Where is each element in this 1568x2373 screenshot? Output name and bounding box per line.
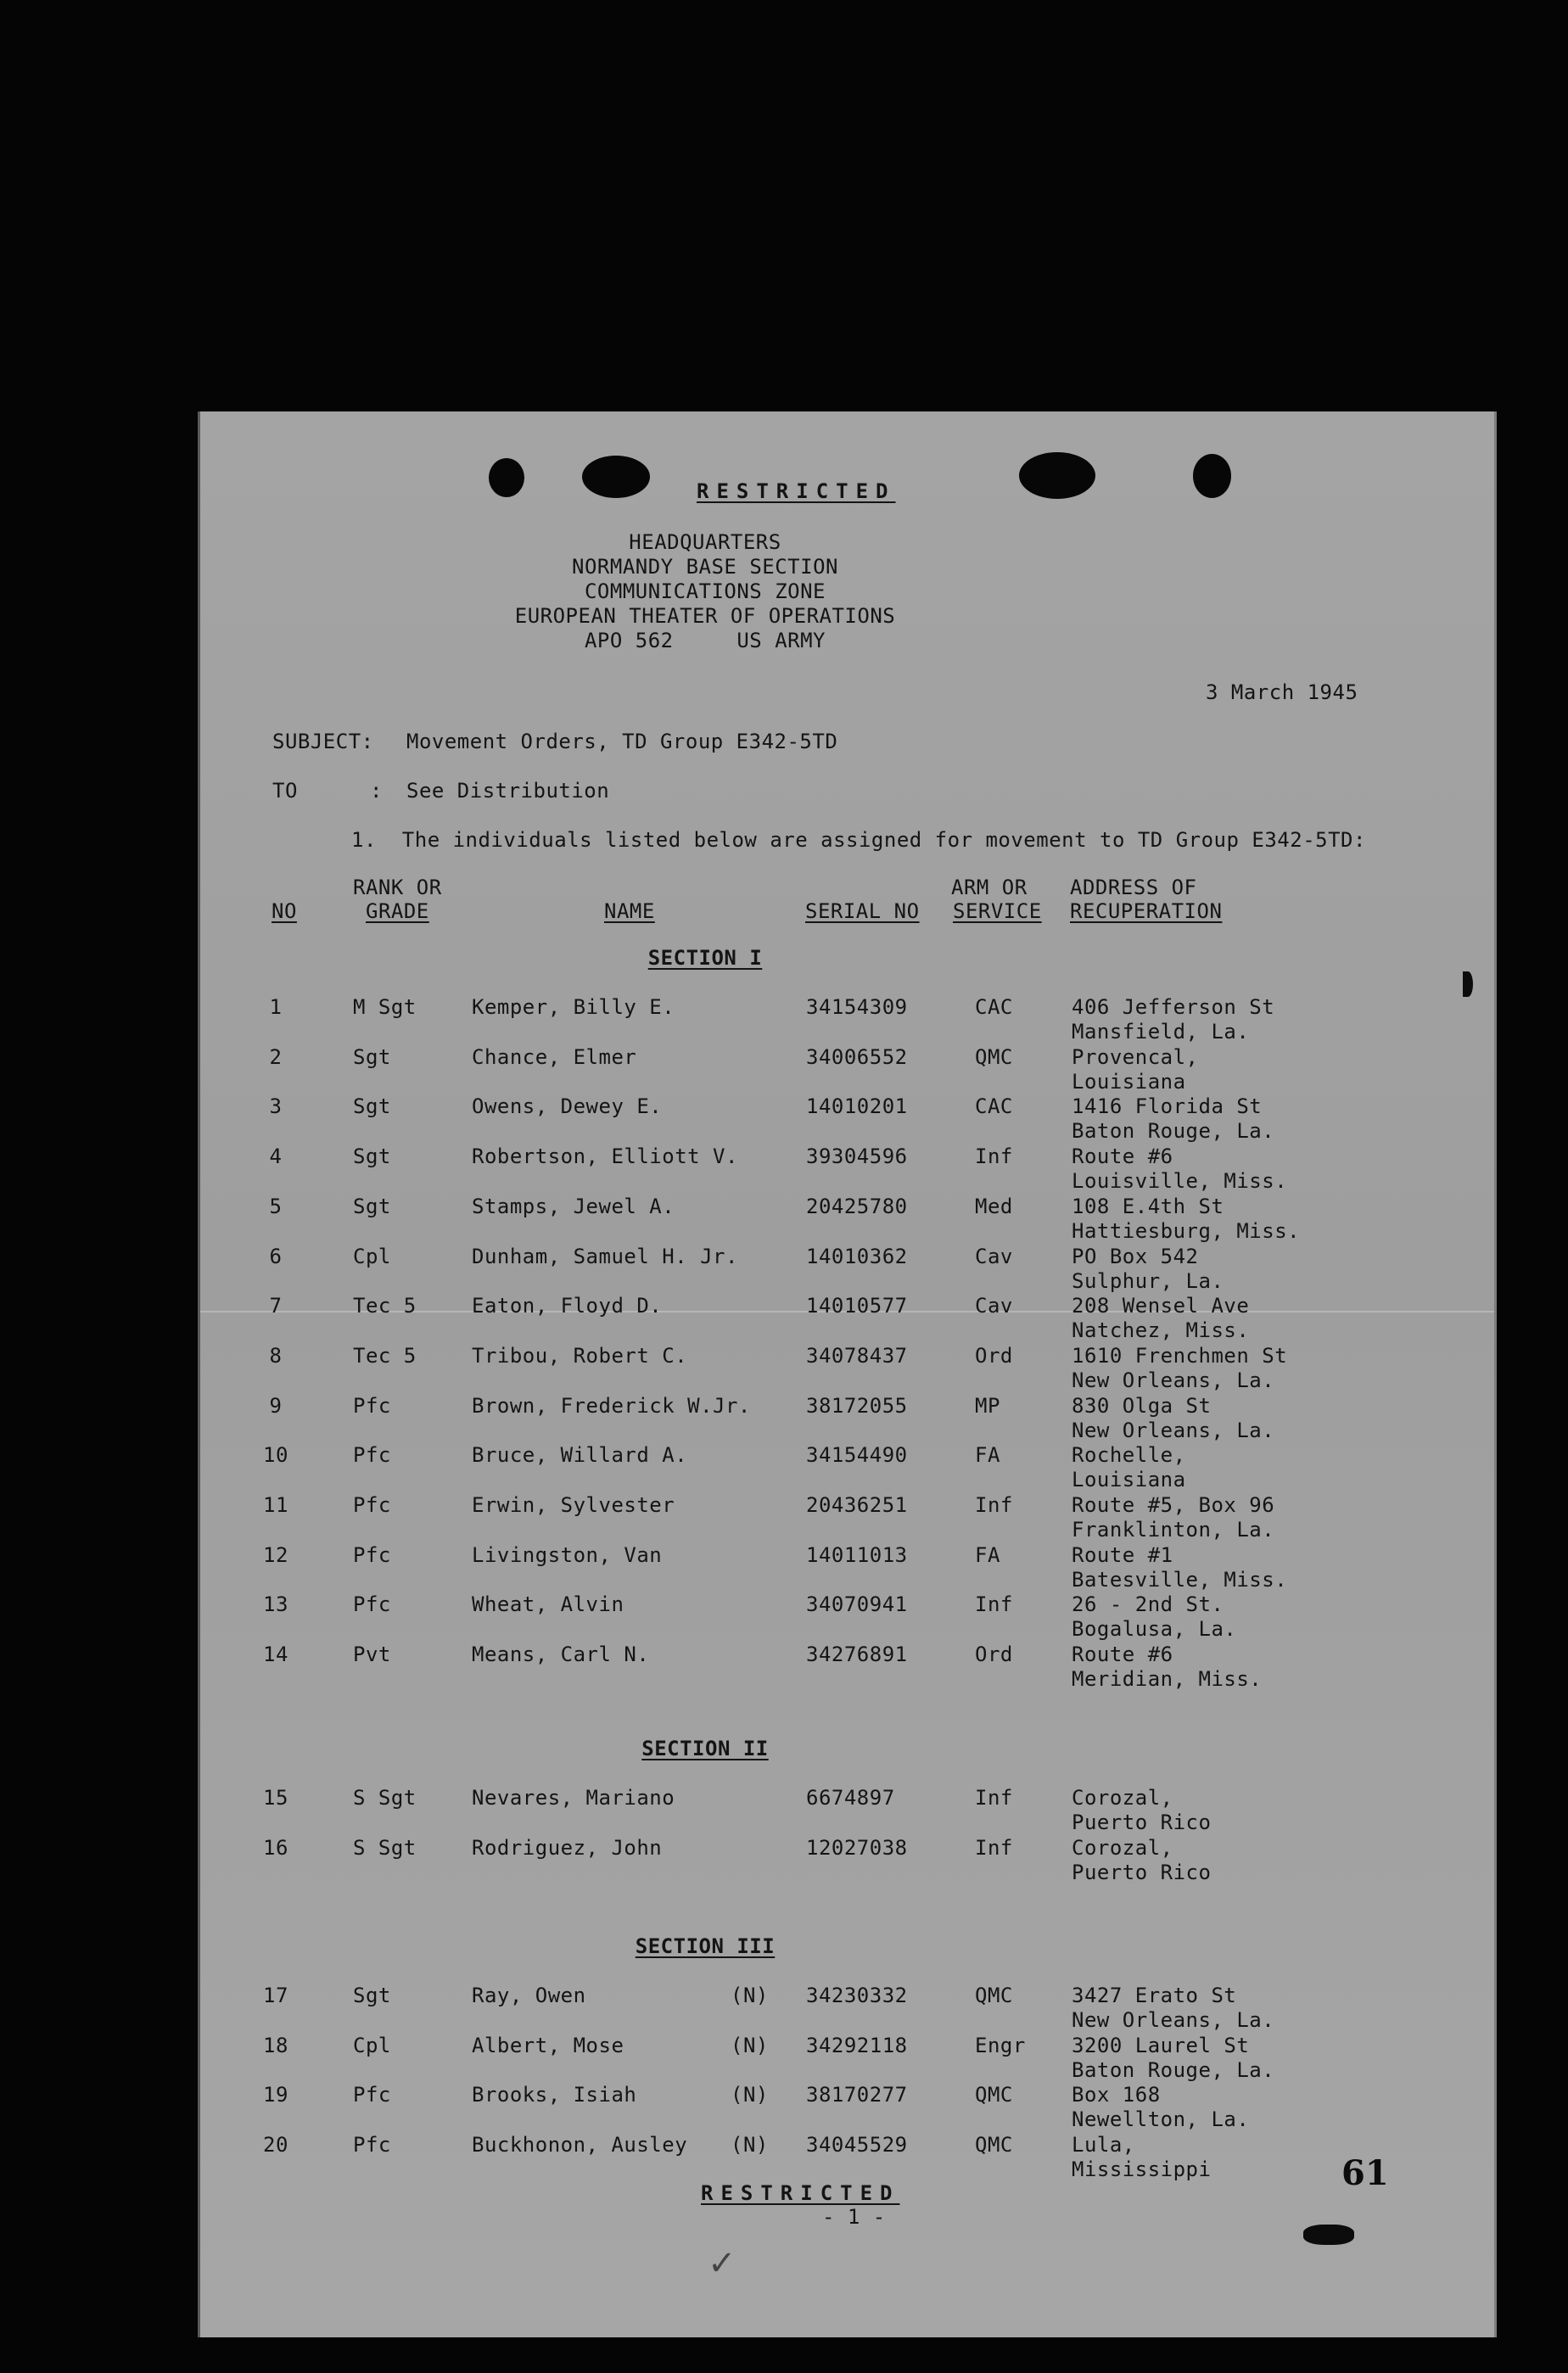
section-title: SECTION III xyxy=(635,1934,776,1958)
row-name: Kemper, Billy E. xyxy=(472,995,675,1019)
row-arm: Ord xyxy=(975,1343,1013,1368)
header-line: COMMUNICATIONS ZONE xyxy=(584,579,826,603)
row-address-line2: Natchez, Miss. xyxy=(1072,1318,1250,1343)
row-address-line2: Puerto Rico xyxy=(1072,1811,1212,1834)
row-serial: 38172055 xyxy=(806,1393,908,1418)
row-arm: Inf xyxy=(975,1786,1013,1810)
row-name: Rodriguez, John xyxy=(472,1835,663,1860)
row-serial: 34230332 xyxy=(806,1984,908,2007)
row-address-line2: New Orleans, La. xyxy=(1072,1368,1275,1392)
stamped-page-number: 61 xyxy=(1341,2153,1389,2193)
col-addr-2: RECUPERATION xyxy=(1070,899,1223,923)
paragraph-1: 1. The individuals listed below are assigned for movement to TD Group E342-5TD: xyxy=(351,828,1366,852)
row-name: Wheat, Alvin xyxy=(472,1592,624,1617)
row-arm: Cav xyxy=(975,1294,1013,1318)
row-address-line2: Baton Rouge, La. xyxy=(1072,1119,1275,1144)
row-address-line2: Louisiana xyxy=(1072,1069,1186,1094)
row-rank: Pfc xyxy=(353,2083,391,2107)
row-address-line1: Lula, xyxy=(1072,2133,1135,2158)
row-serial: 20436251 xyxy=(806,1493,908,1517)
row-serial: 34154490 xyxy=(806,1443,908,1468)
row-address-line2: Puerto Rico xyxy=(1072,1860,1212,1884)
col-arm-1: ARM OR xyxy=(951,876,1028,899)
col-no: NO xyxy=(272,899,297,923)
row-number: 18 xyxy=(263,2033,288,2057)
restricted-bottom: RESTRICTED xyxy=(701,2181,900,2205)
punch-hole xyxy=(489,458,524,497)
row-name: Erwin, Sylvester xyxy=(472,1493,675,1517)
row-serial: 34292118 xyxy=(806,2033,908,2057)
row-serial: 34154309 xyxy=(806,995,908,1019)
row-address-line2: Louisiana xyxy=(1072,1468,1186,1492)
row-address-line1: Corozal, xyxy=(1072,1835,1173,1860)
row-rank: Pfc xyxy=(353,1592,391,1617)
header-line: NORMANDY BASE SECTION xyxy=(572,555,838,579)
row-note: (N) xyxy=(731,2033,769,2057)
row-name: Nevares, Mariano xyxy=(472,1786,675,1810)
row-address-line2: Franklinton, La. xyxy=(1072,1518,1275,1542)
row-number: 16 xyxy=(263,1835,288,1860)
restricted-top: RESTRICTED xyxy=(697,479,896,503)
row-address-line2: Bogalusa, La. xyxy=(1072,1617,1237,1642)
row-address-line1: Route #1 xyxy=(1072,1542,1173,1567)
row-name: Ray, Owen xyxy=(472,1984,586,2007)
row-arm: QMC xyxy=(975,1984,1013,2007)
row-number: 10 xyxy=(263,1443,288,1468)
row-serial: 34006552 xyxy=(806,1044,908,1069)
row-rank: Pfc xyxy=(353,1493,391,1517)
row-address-line1: 3200 Laurel St xyxy=(1072,2033,1250,2057)
row-address-line2: Newellton, La. xyxy=(1072,2107,1250,2132)
row-serial: 12027038 xyxy=(806,1835,908,1860)
row-serial: 6674897 xyxy=(806,1786,895,1810)
row-arm: FA xyxy=(975,1542,1000,1567)
row-name: Brown, Frederick W.Jr. xyxy=(472,1393,751,1418)
row-serial: 34078437 xyxy=(806,1343,908,1368)
row-number: 14 xyxy=(263,1643,288,1667)
row-address-line1: Rochelle, xyxy=(1072,1443,1186,1468)
row-address-line2: Mississippi xyxy=(1072,2158,1212,2182)
row-rank: Sgt xyxy=(353,1984,391,2007)
page-footer: - 1 - xyxy=(822,2205,886,2229)
row-number: 19 xyxy=(263,2083,288,2107)
row-rank: Tec 5 xyxy=(353,1294,417,1318)
row-rank: Pvt xyxy=(353,1643,391,1667)
row-name: Albert, Mose xyxy=(472,2033,624,2057)
row-arm: Engr xyxy=(975,2033,1026,2057)
row-serial: 34070941 xyxy=(806,1592,908,1617)
row-address-line1: 3427 Erato St xyxy=(1072,1984,1237,2007)
row-arm: Ord xyxy=(975,1643,1013,1667)
row-arm: Inf xyxy=(975,1145,1013,1169)
row-serial: 34276891 xyxy=(806,1643,908,1667)
col-name: NAME xyxy=(604,899,655,923)
row-address-line1: 108 E.4th St xyxy=(1072,1194,1224,1218)
row-address-line1: Provencal, xyxy=(1072,1044,1199,1069)
ink-smudge xyxy=(1303,2225,1354,2245)
row-address-line1: 208 Wensel Ave xyxy=(1072,1294,1250,1318)
row-address-line2: Batesville, Miss. xyxy=(1072,1567,1288,1592)
row-number: 1 xyxy=(269,995,283,1019)
header-line: EUROPEAN THEATER OF OPERATIONS xyxy=(514,604,896,628)
row-address-line1: 1610 Frenchmen St xyxy=(1072,1343,1288,1368)
row-arm: QMC xyxy=(975,2133,1013,2158)
row-rank: Pfc xyxy=(353,1393,391,1418)
row-name: Buckhonon, Ausley xyxy=(472,2133,688,2158)
row-name: Chance, Elmer xyxy=(472,1044,637,1069)
row-number: 11 xyxy=(263,1493,288,1517)
row-number: 7 xyxy=(269,1294,283,1318)
row-number: 20 xyxy=(263,2133,288,2158)
row-rank: S Sgt xyxy=(353,1786,417,1810)
row-rank: Pfc xyxy=(353,1542,391,1567)
document-page xyxy=(198,411,1497,2337)
punch-hole xyxy=(1193,454,1231,498)
row-rank: M Sgt xyxy=(353,995,417,1019)
row-address-line1: Box 168 xyxy=(1072,2083,1161,2107)
row-arm: Inf xyxy=(975,1493,1013,1517)
to-label: TO xyxy=(272,779,298,803)
row-number: 17 xyxy=(263,1984,288,2007)
row-address-line1: Route #5, Box 96 xyxy=(1072,1493,1275,1517)
row-serial: 14010577 xyxy=(806,1294,908,1318)
row-arm: CAC xyxy=(975,995,1013,1019)
to-text: See Distribution xyxy=(406,779,610,803)
col-arm-2: SERVICE xyxy=(953,899,1042,923)
col-serial: SERIAL NO xyxy=(805,899,920,923)
row-rank: Sgt xyxy=(353,1145,391,1169)
row-arm: Inf xyxy=(975,1592,1013,1617)
row-address-line1: PO Box 542 xyxy=(1072,1244,1199,1268)
header-line: APO 562 US ARMY xyxy=(584,629,826,652)
row-arm: MP xyxy=(975,1393,1000,1418)
row-address-line2: Sulphur, La. xyxy=(1072,1268,1224,1293)
row-name: Robertson, Elliott V. xyxy=(472,1145,738,1169)
row-number: 9 xyxy=(269,1393,283,1418)
row-name: Tribou, Robert C. xyxy=(472,1343,688,1368)
row-name: Bruce, Willard A. xyxy=(472,1443,688,1468)
row-serial: 34045529 xyxy=(806,2133,908,2158)
row-name: Livingston, Van xyxy=(472,1542,663,1567)
row-number: 3 xyxy=(269,1094,283,1119)
row-number: 15 xyxy=(263,1786,288,1810)
row-number: 6 xyxy=(269,1244,283,1268)
row-address-line2: Baton Rouge, La. xyxy=(1072,2057,1275,2082)
section-title: SECTION II xyxy=(641,1737,769,1760)
row-note: (N) xyxy=(731,2083,769,2107)
row-rank: Tec 5 xyxy=(353,1343,417,1368)
row-address-line1: Route #6 xyxy=(1072,1643,1173,1667)
row-serial: 14011013 xyxy=(806,1542,908,1567)
row-arm: QMC xyxy=(975,1044,1013,1069)
row-note: (N) xyxy=(731,2133,769,2158)
pencil-check-mark: ✓ xyxy=(708,2244,736,2283)
row-name: Owens, Dewey E. xyxy=(472,1094,663,1119)
row-arm: Med xyxy=(975,1194,1013,1218)
row-address-line1: 830 Olga St xyxy=(1072,1393,1212,1418)
row-arm: FA xyxy=(975,1443,1000,1468)
row-arm: Inf xyxy=(975,1835,1013,1860)
row-address-line2: Louisville, Miss. xyxy=(1072,1169,1288,1194)
row-serial: 14010362 xyxy=(806,1244,908,1268)
row-number: 12 xyxy=(263,1542,288,1567)
punch-hole xyxy=(582,456,650,498)
row-name: Stamps, Jewel A. xyxy=(472,1194,675,1218)
col-rank-2: GRADE xyxy=(366,899,429,923)
col-rank-1: RANK OR xyxy=(353,876,442,899)
row-rank: Sgt xyxy=(353,1094,391,1119)
subject-label: SUBJECT: xyxy=(272,730,374,753)
row-rank: Sgt xyxy=(353,1194,391,1218)
row-number: 13 xyxy=(263,1592,288,1617)
row-name: Dunham, Samuel H. Jr. xyxy=(472,1244,738,1268)
row-address-line1: 406 Jefferson St xyxy=(1072,995,1275,1019)
row-arm: CAC xyxy=(975,1094,1013,1119)
row-address-line1: Route #6 xyxy=(1072,1145,1173,1169)
row-address-line1: 1416 Florida St xyxy=(1072,1094,1263,1119)
row-rank: Cpl xyxy=(353,1244,391,1268)
row-number: 5 xyxy=(269,1194,283,1218)
row-rank: S Sgt xyxy=(353,1835,417,1860)
row-address-line2: Meridian, Miss. xyxy=(1072,1667,1263,1692)
row-rank: Sgt xyxy=(353,1044,391,1069)
row-number: 8 xyxy=(269,1343,283,1368)
row-address-line2: New Orleans, La. xyxy=(1072,2008,1275,2032)
row-note: (N) xyxy=(731,1984,769,2007)
punch-hole xyxy=(1019,452,1095,499)
ink-smudge xyxy=(1463,971,1473,997)
row-address-line2: Hattiesburg, Miss. xyxy=(1072,1218,1301,1243)
col-addr-1: ADDRESS OF xyxy=(1070,876,1197,899)
row-address-line2: New Orleans, La. xyxy=(1072,1418,1275,1442)
row-serial: 39304596 xyxy=(806,1145,908,1169)
row-name: Brooks, Isiah xyxy=(472,2083,637,2107)
section-title: SECTION I xyxy=(647,946,763,970)
row-address-line1: Corozal, xyxy=(1072,1786,1173,1810)
row-arm: QMC xyxy=(975,2083,1013,2107)
row-address-line2: Mansfield, La. xyxy=(1072,1020,1250,1044)
to-colon: : xyxy=(370,779,383,803)
document-date: 3 March 1945 xyxy=(1206,680,1358,704)
row-number: 4 xyxy=(269,1145,283,1169)
row-rank: Cpl xyxy=(353,2033,391,2057)
subject-text: Movement Orders, TD Group E342-5TD xyxy=(406,730,838,753)
row-address-line1: 26 - 2nd St. xyxy=(1072,1592,1224,1617)
row-serial: 20425780 xyxy=(806,1194,908,1218)
row-name: Means, Carl N. xyxy=(472,1643,650,1667)
row-serial: 38170277 xyxy=(806,2083,908,2107)
row-number: 2 xyxy=(269,1044,283,1069)
row-rank: Pfc xyxy=(353,2133,391,2158)
row-rank: Pfc xyxy=(353,1443,391,1468)
header-line: HEADQUARTERS xyxy=(629,530,781,554)
row-arm: Cav xyxy=(975,1244,1013,1268)
row-serial: 14010201 xyxy=(806,1094,908,1119)
row-name: Eaton, Floyd D. xyxy=(472,1294,663,1318)
